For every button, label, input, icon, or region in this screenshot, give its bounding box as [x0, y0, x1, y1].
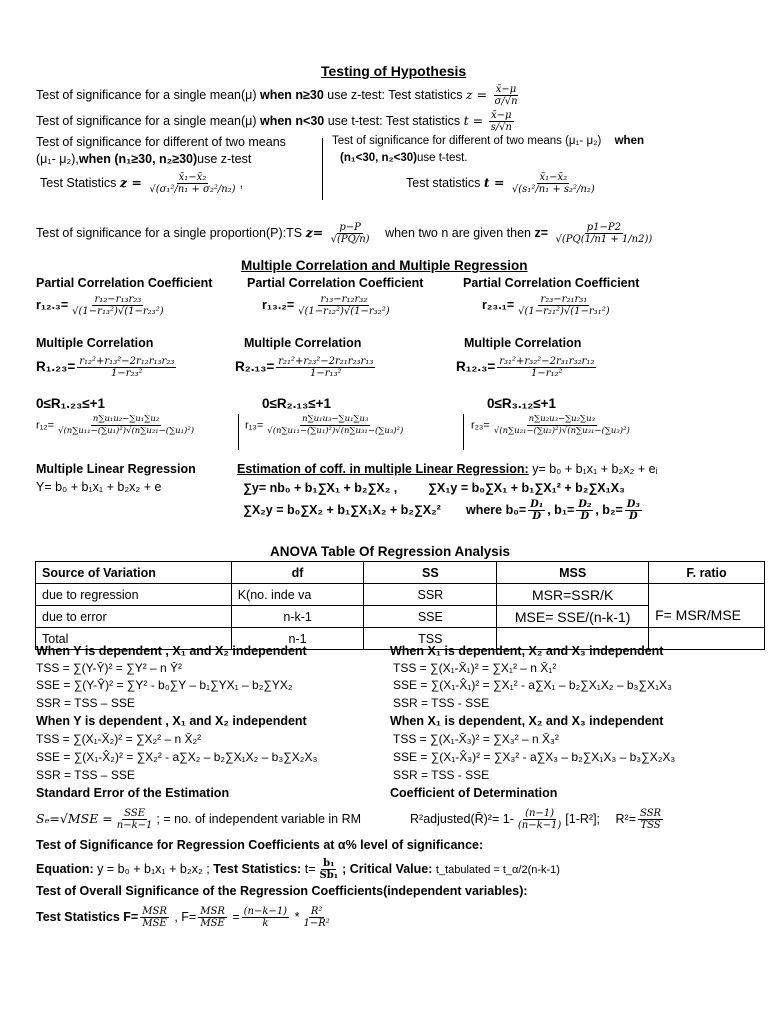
ss-left1-title: When Y is dependent , X₁ and X₂ independent [36, 644, 307, 658]
denominator: n−k−1 [116, 820, 153, 831]
ss-left1-ssr: SSR = TSS – SSE [36, 696, 135, 710]
numerator: x̄−μ [491, 110, 512, 121]
numerator: (n−1) [525, 808, 555, 819]
lhs: R₁.₂₃= [36, 358, 76, 374]
denominator: √(1−r₂₁²)√(1−r₃₁²) [518, 306, 610, 317]
formula-lhs: z = [119, 174, 142, 190]
page-title: Testing of Hypothesis [321, 63, 467, 79]
lhs: r₁₂.₃= [36, 297, 69, 312]
r2adj-tail: [1-R²]; [565, 811, 601, 826]
cell: SSE [364, 606, 497, 628]
se-formula [36, 808, 361, 831]
r2-formulas [410, 808, 665, 831]
line-condition: when n<30 [259, 113, 325, 128]
lhs: r₁₃= [245, 419, 264, 432]
divider [322, 138, 323, 200]
label: Test Statistics [40, 175, 117, 190]
denominator: √(n∑u₁₁−(∑u₁)²)√(n∑u₂₁−(∑u₁)²) [58, 426, 195, 436]
lhs: r₁₃.₂= [262, 297, 295, 312]
f3-fraction [242, 906, 289, 929]
bound-R2: 0≤R₂.₁₃≤+1 [262, 396, 332, 411]
f-label: Test Statistics F= [36, 909, 139, 924]
cell: TSS [364, 628, 497, 650]
denominator: √(1−r₁₂²)√(1−r₃₂²) [298, 306, 390, 317]
partial-label: Partial Correlation Coefficient [463, 276, 640, 290]
denominator: 1−r₁₂² [531, 368, 563, 379]
ss-left2-title: When Y is dependent , X₁ and X₂ independent [36, 714, 307, 728]
two-means-z-line2 [36, 152, 251, 166]
cell: F= MSR/MSE [649, 584, 765, 628]
formula-lhs: z= [305, 224, 324, 240]
lhs: Sₑ=√MSE = [36, 810, 113, 826]
cell: due to error [36, 606, 232, 628]
numerator: n∑u₁u₃−∑u₁∑u₃ [302, 414, 369, 424]
two-means-t-stat [406, 172, 599, 195]
fraction [70, 294, 165, 317]
numerator: x̄₁−x̄₂ [178, 172, 207, 183]
denominator: D [532, 511, 542, 522]
multiple-R2-13 [235, 356, 377, 379]
denominator: √(PQ/n) [330, 234, 370, 245]
cv-text: t_tabulated = t_α/2(n-k-1) [435, 863, 560, 876]
where-label: where b₀= [466, 502, 527, 517]
ss-right1-title: When X₁ is dependent, X₂ and X₃ independent [390, 644, 664, 658]
ss-right1-sse: SSE = ∑(X₁-X̂₁)² = ∑X₁² - a∑X₁ – b₂∑X₁X₂ – b₃∑X₁X₃ [393, 678, 672, 692]
denominator: 1−r₁₃² [310, 368, 342, 379]
cell: n-k-1 [231, 606, 364, 628]
b-solutions [466, 499, 644, 522]
ss-right2-ssr: SSR = TSS - SSE [393, 768, 490, 782]
condition: (n₁<30, n₂<30) [340, 152, 417, 164]
z-test-single-mean [36, 84, 522, 107]
formula-lhs: z = [466, 86, 488, 102]
cv-label: ; Critical Value: [342, 861, 433, 876]
numerator: MSR [142, 906, 167, 917]
r23-formula [471, 414, 634, 437]
f2-lhs: , F= [174, 909, 197, 924]
denominator: 1−R² [303, 918, 330, 929]
ss-right2-title: When X₁ is dependent, X₂ and X₃ independent [390, 714, 664, 728]
cell [649, 628, 765, 650]
denominator: D [628, 511, 638, 522]
divider [463, 414, 464, 450]
numerator: b₁ [323, 858, 335, 869]
lhs: r₂₃.₁= [482, 297, 515, 312]
equals: = [232, 909, 240, 924]
condition-word: when [614, 135, 644, 147]
header-cell: MSS [497, 562, 649, 584]
r12-formula [36, 414, 198, 437]
numerator: SSE [124, 808, 145, 819]
condition: when (n₁≥30, n₂≥30) [78, 152, 198, 166]
multiple-label: Multiple Correlation [464, 336, 582, 350]
denominator: (n−k−1) [517, 820, 562, 831]
r2adj-fraction [516, 808, 563, 831]
ts-label: Test Statistics: [213, 861, 302, 876]
tail: ; = no. of independent variable in RM [156, 811, 362, 826]
est-label: Estimation of coff. in multiple Linear Regression: [237, 462, 529, 476]
numerator: n∑u₂u₃−∑u₂∑u₃ [528, 414, 595, 424]
ss-right1-ssr: SSR = TSS - SSE [393, 696, 490, 710]
overall-test-title: Test of Overall Significance of the Regression Coefficients(independent variables): [36, 884, 528, 898]
table-row [36, 584, 765, 606]
lhs: r₂₃= [471, 419, 490, 432]
partial-label: Partial Correlation Coefficient [36, 276, 213, 290]
text: when two n are given then [385, 225, 531, 240]
cod-title: Coefficient of Determination [390, 786, 558, 800]
r2adj-lhs: R²adjusted(R̄)²= 1- [410, 811, 514, 826]
numerator: r₁₂−r₁₃r₂₃ [94, 294, 142, 305]
cell: MSE= SSE/(n-k-1) [497, 606, 649, 628]
anova-table [35, 561, 765, 650]
numerator: r₂₃−r₂₁r₃₁ [540, 294, 588, 305]
f-fraction [140, 906, 169, 929]
denominator: s/√n [490, 122, 512, 133]
numerator: r₁₃−r₁₂r₃₂ [320, 294, 368, 305]
mlr-label: Multiple Linear Regression [36, 462, 196, 476]
mlr-equation: Y= b₀ + b₁x₁ + b₂x₂ + e [36, 480, 162, 494]
denominator: √(1−r₁₃²)√(1−r₂₃²) [72, 306, 164, 317]
b0-fraction [528, 499, 545, 522]
fraction [265, 414, 405, 437]
cell: SSR [364, 584, 497, 606]
text: Test of significance for different of two means (μ₁- μ₂) [332, 135, 602, 147]
denominator: √(σ₁²/n₁ + σ₂²/n₂) [149, 184, 236, 195]
multiple-label: Multiple Correlation [244, 336, 362, 350]
multiple-R1-23 [36, 356, 178, 379]
text: Test of significance for a single proportion(P):TS [36, 225, 303, 240]
t-fraction [489, 110, 514, 133]
multiple-label: Multiple Correlation [36, 336, 154, 350]
denominator: √(PQ(1/n1 + 1/n2)) [555, 234, 653, 245]
numerator: p1−P2 [586, 222, 621, 233]
coef-test-title: Test of Significance for Regression Coefficients at α% level of significance: [36, 838, 484, 852]
header-cell: Source of Variation [36, 562, 232, 584]
partial-r13-2 [262, 294, 394, 317]
text: use t-test. [416, 152, 468, 164]
fraction [497, 356, 596, 379]
se-title: Standard Error of the Estimation [36, 786, 230, 800]
t-fraction [318, 858, 341, 881]
fraction [56, 414, 196, 437]
denominator: √(n∑u₁₁−(∑u₁)²)√(n∑u₃₁−(∑u₃)²) [267, 426, 404, 436]
text: use z-test [197, 152, 252, 166]
ss-right2-tss: TSS = ∑(X₁-X̄₃)² = ∑X₃² – n X̄₃² [393, 732, 559, 746]
numerator: p−P [339, 222, 361, 233]
denominator: TSS [640, 820, 661, 831]
z-fraction [493, 84, 520, 107]
multiply: * [294, 909, 300, 924]
denominator: √(n∑u₂₁−(∑u₂)²)√(n∑u₃₁−(∑u₃)²) [493, 426, 630, 436]
b2-label: , b₂= [595, 502, 623, 517]
cell: Total [36, 628, 232, 650]
r2-lhs: R²= [615, 811, 637, 826]
denominator: σ/√n [494, 96, 518, 107]
f4-fraction [301, 906, 331, 929]
ss-left2-ssr: SSR = TSS – SSE [36, 768, 135, 782]
line-text: Test of significance for a single mean(μ) [36, 87, 257, 102]
cell: n-1 [231, 628, 364, 650]
numerator: SSR [640, 808, 662, 819]
t-test-single-mean [36, 110, 516, 133]
lhs: R₂.₁₃= [235, 358, 275, 374]
f2-fraction [198, 906, 227, 929]
denominator: √(s₁²/n₁ + s₂²/n₂) [511, 184, 595, 195]
r13-formula [245, 414, 407, 437]
coef-test-line [36, 858, 560, 881]
r2-fraction [638, 808, 663, 831]
denominator: MSE [142, 918, 167, 929]
cell: due to regression [36, 584, 232, 606]
numerator: r₂₁²+r₂₃²−2r₂₁r₂₃r₁₃ [278, 356, 374, 367]
line-tail: use z-test: Test statistics [327, 87, 463, 102]
cell: MSR=SSR/K [497, 584, 649, 606]
estimation-line [237, 462, 658, 476]
partial-r12-3 [36, 294, 168, 317]
line-tail: use t-test: Test statistics [327, 113, 461, 128]
formula-lhs: t = [483, 174, 505, 190]
fraction [492, 414, 632, 437]
prop-fraction [329, 222, 372, 245]
b1-label: , b₁= [547, 502, 575, 517]
fraction [516, 294, 611, 317]
normal-eq-1: ∑y= nb₀ + b₁∑X₁ + b₂∑X₂ , [243, 481, 398, 495]
normal-eq-2: ∑X₁y = b₀∑X₁ + b₁∑X₁² + b₂∑X₁X₃ [428, 481, 625, 495]
numerator: D₂ [578, 499, 592, 510]
eq-label: Equation: [36, 861, 94, 876]
f-formulas [36, 906, 334, 929]
b2-fraction [625, 499, 642, 522]
numerator: r₃₁²+r₃₂²−2r₃₁r₃₂r₁₂ [499, 356, 595, 367]
denominator: D [580, 511, 590, 522]
partial-label: Partial Correlation Coefficient [247, 276, 424, 290]
fraction [115, 808, 155, 831]
formula-lhs: t = [463, 112, 484, 128]
two-means-z-stat: Test Statistics z = $\frac{\text{x̄₁−x̄₂}}{\text{√(σ₁²/n₁ + σ₂²/n₂)}}$ , [40, 172, 244, 195]
z-two-means-fraction [147, 172, 237, 195]
ts-lhs: t= [304, 861, 316, 876]
line-condition: when n≥30 [259, 87, 324, 102]
numerator: MSR [200, 906, 225, 917]
ss-left2-sse: SSE = ∑(X₁-X̂₂)² = ∑X₂² - a∑X₂ – b₂∑X₁X₂ – b₃∑X₂X₃ [36, 750, 318, 764]
numerator: n∑u₁u₂−∑u₁∑u₂ [92, 414, 160, 424]
proportion-test [36, 222, 656, 245]
multiple-R12-3 [456, 356, 598, 379]
est-equation: y= b₀ + b₁x₁ + b₂x₂ + eᵢ [532, 462, 658, 476]
text: (μ₁- μ₂), [36, 152, 79, 166]
fraction [77, 356, 176, 379]
t-two-means-fraction [510, 172, 597, 195]
anova-title: ANOVA Table Of Regression Analysis [270, 544, 511, 559]
partial-r23-1 [482, 294, 614, 317]
denominator: k [262, 918, 269, 929]
bound-R1: 0≤R₁.₂₃≤+1 [36, 396, 106, 411]
line-text: Test of significance for a single mean(μ) [36, 113, 257, 128]
two-means-z-line1: Test of significance for different of two means [36, 135, 286, 149]
bound-R3: 0≤R₃.₁₂≤+1 [487, 396, 557, 411]
eq-text: y = b₀ + b₁x₁ + b₂x₂ ; [97, 861, 210, 876]
fraction [296, 294, 391, 317]
denominator: Sb₁ [319, 870, 339, 881]
ss-right1-tss: TSS = ∑(X₁-X̄₁)² = ∑X₁² – n X̄₁² [393, 661, 557, 675]
numerator: D₁ [530, 499, 544, 510]
denominator: 1−r₂₃² [111, 368, 143, 379]
normal-eq-3: ∑X₂y = b₀∑X₂ + b₁∑X₁X₂ + b₂∑X₂² [243, 503, 441, 517]
header-cell: SS [364, 562, 497, 584]
ss-right2-sse: SSE = ∑(X₁-X̂₃)² = ∑X₃² - a∑X₃ – b₂∑X₁X₃ – b₃∑X₂X₃ [393, 750, 676, 764]
b1-fraction [576, 499, 593, 522]
numerator: r₁₂²+r₁₃²−2r₁₂r₁₃r₂₃ [79, 356, 175, 367]
numerator: x̄−μ [495, 84, 517, 95]
section-title: Multiple Correlation and Multiple Regression [241, 258, 528, 273]
fraction [276, 356, 375, 379]
lhs: r₁₂= [36, 419, 55, 432]
denominator: MSE [200, 918, 225, 929]
header-cell: F. ratio [649, 562, 765, 584]
label: Test statistics [406, 175, 481, 190]
lhs: R₁₂.₃= [456, 358, 496, 374]
ss-left1-sse: SSE = ∑(Y-Ŷ)² = ∑Y² - b₀∑Y – b₁∑YX₁ – b₂∑YX₂ [36, 678, 293, 692]
divider [238, 414, 239, 450]
anova-header-row [36, 562, 765, 584]
numerator: (n−k−1) [243, 906, 288, 917]
cell: K(no. inde va [231, 584, 364, 606]
ss-left2-tss: TSS = ∑(X₁-X̄₂)² = ∑X₂² – n X̄₂² [36, 732, 202, 746]
header-cell: df [231, 562, 364, 584]
ss-left1-tss: TSS = ∑(Y-Ȳ)² = ∑Y² – n Ȳ² [36, 661, 183, 675]
prop-two-fraction [554, 222, 655, 245]
two-means-t-line2 [340, 152, 467, 164]
numerator: D₃ [626, 499, 640, 510]
formula-lhs: z= [534, 225, 549, 240]
numerator: x̄₁−x̄₂ [539, 172, 568, 183]
numerator: R² [310, 906, 323, 917]
two-means-t-line1 [332, 135, 644, 147]
